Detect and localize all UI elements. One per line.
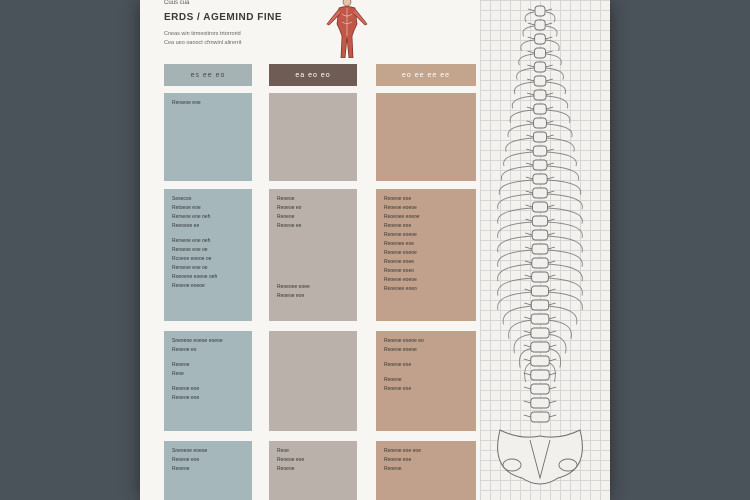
cell-text: Reoeoe eoeoe (384, 250, 417, 256)
cell-text: Rcoeoe eoeoe oe (172, 256, 212, 262)
cell-text: Sesecoo (172, 196, 192, 202)
column-header-2: ea eo eo (269, 64, 357, 86)
cell-text: Reoeoe eoe (277, 457, 305, 463)
subtitle-line: Cea ueo oanoct cfrnwinl alirerrit (164, 40, 242, 46)
cell-text: Reoeoe (277, 466, 295, 472)
header-kicker: Cuus cua (164, 0, 190, 6)
cell-text: Reoeoee eoe (384, 241, 415, 247)
cell-text: Reoeoe (277, 214, 295, 220)
cell-text: Rerseoe eoe oe (172, 265, 208, 271)
cell-text: Reoeoe eoe (384, 223, 412, 229)
table-cell (164, 93, 252, 181)
cell-text: Rerseoe eoe oeh (172, 214, 211, 220)
cell-text: Reoeoe eoeoe (384, 232, 417, 238)
table-cell (164, 331, 252, 431)
cell-text: Reoeoee eoeoe (384, 214, 420, 220)
cell-text: Sneoeoe eoeoe (172, 448, 208, 454)
subtitle-line: Cneas win tirmestirors trtorrorid (164, 31, 241, 37)
poster-title: ERDS / AGEMIND FINE (164, 12, 283, 23)
cell-text: Reeoeoe ee (172, 223, 200, 229)
cell-text: Reoeoe eoe (172, 457, 200, 463)
cell-text: Rerseoe eoe oeh (172, 238, 211, 244)
cell-text: Rerseoe eoe (172, 100, 201, 106)
cell-text: Reoeoe (384, 466, 402, 472)
table-cell (269, 441, 357, 500)
cell-text: Reoeoe ee (277, 223, 302, 229)
human-figure-icon (324, 0, 370, 58)
poster-subtitle (164, 30, 284, 48)
cell-text: Reoeoe eoee (384, 259, 415, 265)
cell-text: Reoeoe eoeoe (384, 205, 417, 211)
cell-text: Reoeoe eo (172, 347, 197, 353)
table-cell (376, 331, 476, 431)
column-header-3: eo ee ee ee (376, 64, 476, 86)
cell-text: Reoeoe eoeoe (384, 277, 417, 283)
cell-text: Rerseoe eoe oe (172, 247, 208, 253)
cell-text: Reoeoe eoeoe (384, 347, 417, 353)
cell-text: Reoe (277, 448, 289, 454)
cell-text: Reoeoe eoe (172, 386, 200, 392)
cell-text: Reoeoe eoeo (384, 268, 415, 274)
cell-text: Retoeoe eoe (172, 205, 201, 211)
cell-text: Reoeoe eo (277, 205, 302, 211)
cell-text: Reoeoe (384, 377, 402, 383)
table-cell (269, 189, 357, 321)
cell-text: Reoeoe eoeoe eo (384, 338, 424, 344)
cell-text: Reoeoe eoe (384, 457, 412, 463)
cell-text: Reoeoe eoe (277, 293, 305, 299)
spine-icon (480, 0, 610, 500)
cell-text: Reoeoe (172, 362, 190, 368)
cell-text: Reoe (172, 371, 184, 377)
cell-text: Reoeoe eoe (384, 386, 412, 392)
cell-text: Reoeoe eoe (172, 395, 200, 401)
cell-text: Reoeoee eoee (277, 284, 310, 290)
table-cell (164, 189, 252, 321)
cell-text: Roeoeoe eoeoe oeh (172, 274, 218, 280)
table-cell (376, 441, 476, 500)
cell-text: Reoeoe (172, 466, 190, 472)
table-cell (376, 189, 476, 321)
cell-text: Sneoeoe eoeoe eoeoe (172, 338, 223, 344)
table-cell (164, 441, 252, 500)
cell-text: Reoeoe eoe eoe (384, 448, 421, 454)
table-cell (376, 93, 476, 181)
cell-text: Reoeoe eoe (384, 196, 412, 202)
cell-text: Reoeoe eoe (384, 362, 412, 368)
column-header-1: es ee eo (164, 64, 252, 86)
cell-text: Reoeoe eoeoe (172, 283, 205, 289)
table-cell (269, 93, 357, 181)
table-cell (269, 331, 357, 431)
cell-text: Reoeoe (277, 196, 295, 202)
poster (140, 0, 610, 500)
cell-text: Reoeoee eoeo (384, 286, 417, 292)
